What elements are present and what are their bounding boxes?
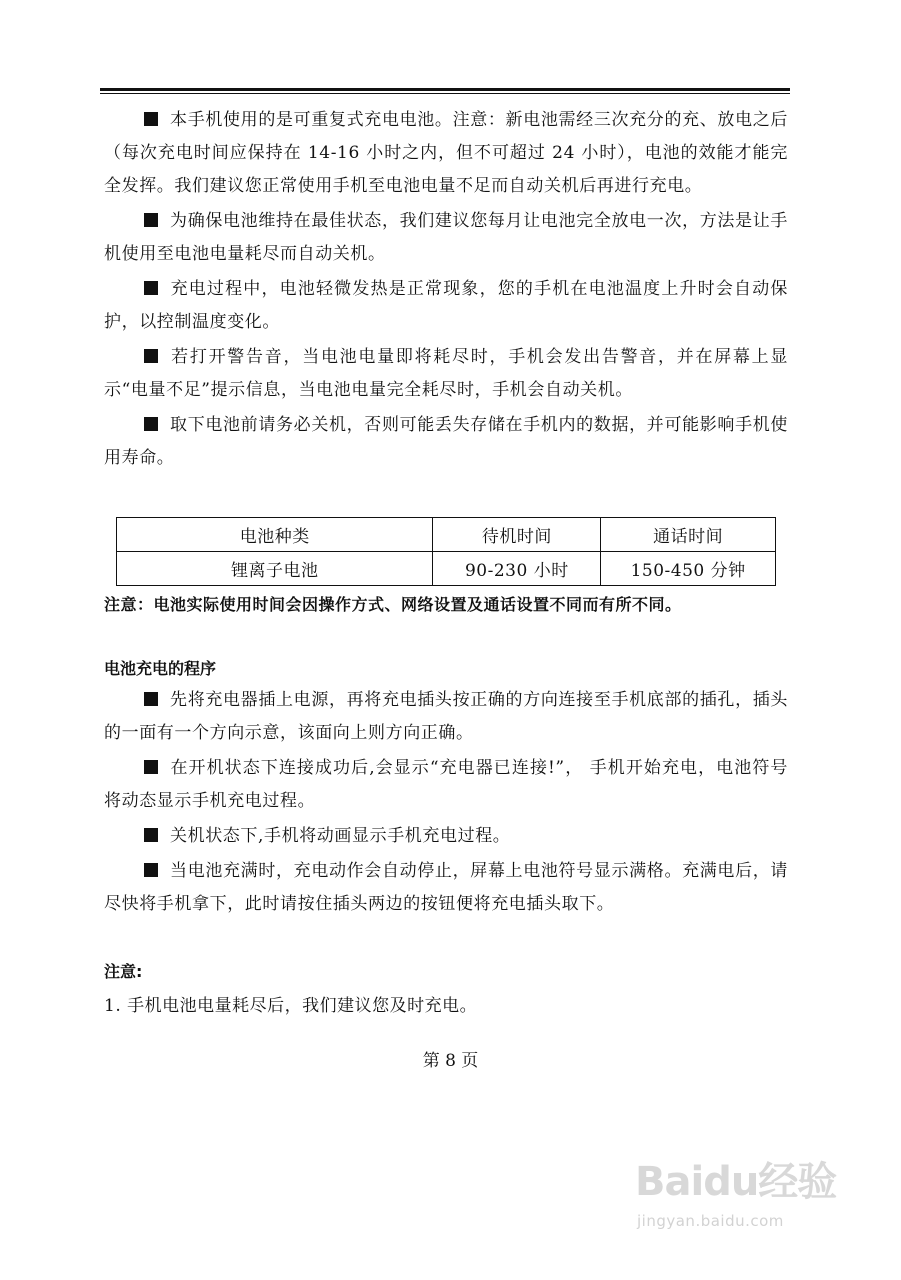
battery-paragraph-3: 充电过程中，电池轻微发热是正常现象，您的手机在电池温度上升时会自动保护，以控制温度变化。 — [104, 279, 788, 332]
notes-title: 注意: — [104, 962, 143, 981]
table-header-cell: 通话时间 — [601, 518, 776, 552]
square-bullet-icon — [144, 760, 158, 774]
page-number: 第 8 页 — [422, 1051, 479, 1071]
charging-paragraph-1: 先将充电器插上电源，再将充电插头按正确的方向连接至手机底部的插孔，插头的一面有一个方向示意，该面向上则方向正确。 — [104, 690, 788, 743]
table-row — [117, 552, 776, 586]
note-item-1: 1. 手机电池电量耗尽后，我们建议您及时充电。 — [104, 996, 478, 1016]
baidu-jingyan-watermark — [635, 1150, 845, 1250]
square-bullet-icon — [144, 213, 158, 227]
battery-table-wrapper — [116, 517, 776, 586]
battery-paragraph-2: 为确保电池维持在最佳状态，我们建议您每月让电池完全放电一次，方法是让手机使用至电池电量耗尽而自动关机。 — [104, 211, 788, 264]
table-cell: 150-450 分钟 — [601, 552, 776, 586]
table-header-cell: 电池种类 — [117, 518, 433, 552]
table-note: 注意：电池实际使用时间会因操作方式、网络设置及通话设置不同而有所不同。 — [104, 595, 682, 614]
table-header-cell: 待机时间 — [433, 518, 601, 552]
charging-paragraph-2: 在开机状态下连接成功后,会显示“充电器已连接!”， 手机开始充电，电池符号将动态显示手机充电过程。 — [104, 758, 788, 811]
table-header-row — [117, 518, 776, 552]
square-bullet-icon — [144, 281, 158, 295]
charging-paragraph-4: 当电池充满时，充电动作会自动停止，屏幕上电池符号显示满格。充满电后，请尽快将手机拿下，此时请按住插头两边的按钮便将充电插头取下。 — [104, 861, 788, 914]
battery-paragraph-5: 取下电池前请务必关机，否则可能丢失存储在手机内的数据，并可能影响手机使用寿命。 — [104, 415, 788, 468]
square-bullet-icon — [144, 417, 158, 431]
charging-section-title: 电池充电的程序 — [104, 659, 217, 678]
table-cell: 锂离子电池 — [117, 552, 433, 586]
table-cell: 90-230 小时 — [433, 552, 601, 586]
header-rule — [100, 88, 790, 91]
battery-paragraph-1: 本手机使用的是可重复式充电电池。注意：新电池需经三次充分的充、放电之后（每次充电时间应保持在 14-16 小时之内，但不可超过 24 小时），电池的效能才能完全发挥。我们建议您正常使用手机至电池电量不足而自动关机后再进行充电。 — [104, 110, 788, 196]
square-bullet-icon — [144, 828, 158, 842]
watermark-url: jingyan.baidu.com — [637, 1212, 784, 1230]
square-bullet-icon — [144, 863, 158, 877]
watermark-logo: Baidu经验 — [635, 1159, 837, 1205]
square-bullet-icon — [144, 349, 158, 363]
square-bullet-icon — [144, 112, 158, 126]
page-content — [104, 104, 788, 1021]
battery-time-table — [116, 517, 776, 586]
battery-paragraph-4: 若打开警告音，当电池电量即将耗尽时，手机会发出告警音，并在屏幕上显示“电量不足”提示信息，当电池电量完全耗尽时，手机会自动关机。 — [104, 347, 788, 400]
square-bullet-icon — [144, 692, 158, 706]
charging-paragraph-3: 关机状态下,手机将动画显示手机充电过程。 — [104, 820, 788, 853]
